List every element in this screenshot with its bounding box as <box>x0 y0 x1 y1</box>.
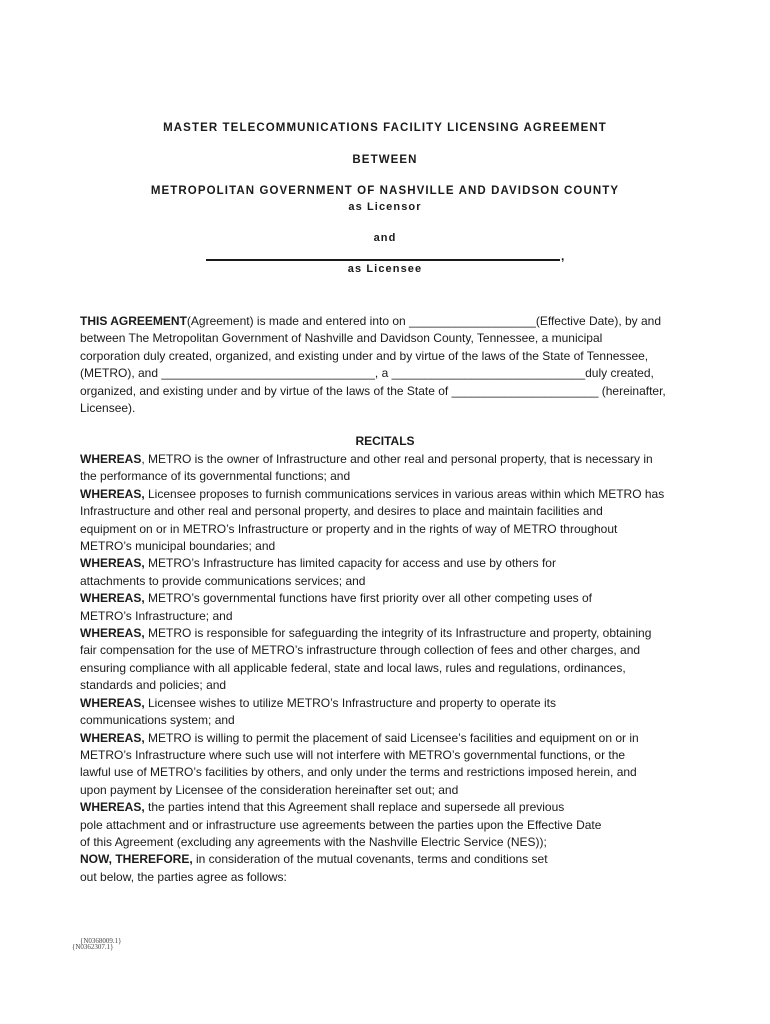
licensor-role: as Licensor <box>348 201 422 213</box>
recital-line: WHEREAS, Licensee proposes to furnish communications services in various areas within which METRO has <box>80 486 665 501</box>
recital-line: communications system; and <box>80 713 235 728</box>
and-label: and <box>373 232 397 244</box>
intro-line: Licensee). <box>80 401 136 416</box>
intro-line: (METRO), and ________________________________, a _____________________________duly created, <box>80 366 654 381</box>
licensee-role: as Licensee <box>347 263 423 275</box>
recital-line: equipment on or in METRO’s Infrastructure or property and in the rights of way of METRO throughout <box>80 521 618 536</box>
intro-paragraph <box>80 313 700 417</box>
footer-id-1: {N0368009.1} <box>80 937 122 945</box>
recital-line: of this Agreement (excluding any agreements with the Nashville Electric Service (NES)); <box>80 834 547 849</box>
recital-line: fair compensation for the use of METRO’s infrastructure through collection of fees and other charges, and <box>80 643 641 658</box>
recital-line: WHEREAS, METRO’s governmental functions have first priority over all other competing uses of <box>80 591 592 606</box>
recital-line: NOW, THEREFORE, in consideration of the mutual covenants, terms and conditions set <box>80 852 548 867</box>
recital-lead: NOW, THEREFORE, <box>80 852 193 867</box>
recital-line: METRO’s Infrastructure; and <box>80 608 233 623</box>
recital-line: WHEREAS, Licensee wishes to utilize METRO’s Infrastructure and property to operate its <box>80 695 556 710</box>
recital-line: the performance of its governmental functions; and <box>80 469 351 484</box>
recital-line: WHEREAS, METRO’s Infrastructure has limited capacity for access and use by others for <box>80 556 556 571</box>
recital-line: WHEREAS, METRO is the owner of Infrastructure and other real and personal property, that is necessary in <box>80 452 653 466</box>
recital-lead: WHEREAS, <box>80 695 145 710</box>
recital-lead: WHEREAS, <box>80 486 145 501</box>
document-title: MASTER TELECOMMUNICATIONS FACILITY LICENSING AGREEMENT <box>163 122 607 134</box>
intro-line: organized, and existing under and by virtue of the laws of the State of ______________________ (hereinafter, <box>80 383 666 398</box>
recital-lead: WHEREAS, <box>80 591 145 606</box>
recital-lead: WHEREAS, <box>80 626 145 641</box>
recital-line: upon payment by Licensee of the consideration hereinafter set out; and <box>80 782 459 797</box>
recital-line: lawful use of METRO’s facilities by others, and only under the terms and restrictions imposed herein, and <box>80 765 637 780</box>
recital-line: WHEREAS, METRO is responsible for safeguarding the integrity of its Infrastructure and property, obtaining <box>80 626 652 641</box>
recital-line: WHEREAS, METRO is willing to permit the placement of said Licensee’s facilities and equipment on or in <box>80 730 639 745</box>
between-label: BETWEEN <box>352 154 418 166</box>
document-footer-ids <box>72 938 122 950</box>
recital-lead: WHEREAS, <box>80 730 145 745</box>
footer-id-2: {N0362307.1} <box>72 943 114 951</box>
licensor-name: METROPOLITAN GOVERNMENT OF NASHVILLE AND DAVIDSON COUNTY <box>150 185 620 197</box>
recital-line: WHEREAS, the parties intend that this Agreement shall replace and supersede all previous <box>80 800 565 815</box>
recitals-body <box>80 451 700 886</box>
intro-line: THIS AGREEMENT(Agreement) is made and entered into on ___________________(Effective Date), by and <box>80 314 662 328</box>
recital-line: out below, the parties agree as follows: <box>80 869 287 884</box>
recital-lead: WHEREAS, <box>80 556 145 571</box>
intro-line: between The Metropolitan Government of Nashville and Davidson County, Tennessee, a municipal <box>80 331 603 346</box>
recital-line: standards and policies; and <box>80 678 227 693</box>
signature-comma: , <box>561 249 565 263</box>
licensee-signature-line <box>206 259 560 261</box>
recitals-heading: RECITALS <box>355 434 415 448</box>
recital-line: METRO’s Infrastructure where such use will not interfere with METRO’s governmental functions, or the <box>80 747 626 762</box>
intro-lead: THIS AGREEMENT <box>80 314 187 328</box>
intro-line: corporation duly created, organized, and existing under and by virtue of the laws of the State of Tennessee, <box>80 348 649 363</box>
recital-lead: WHEREAS, <box>80 800 145 815</box>
recital-line: attachments to provide communications services; and <box>80 573 366 588</box>
recital-line: ensuring compliance with all applicable federal, state and local laws, rules and regulations, ordinances, <box>80 660 626 675</box>
recital-line: Infrastructure and other real and personal property, and desires to place and maintain facilities and <box>80 504 603 519</box>
recital-line: METRO’s municipal boundaries; and <box>80 539 276 554</box>
recital-line: pole attachment and or infrastructure use agreements between the parties upon the Effective Date <box>80 817 602 832</box>
recital-lead: WHEREAS <box>80 452 142 466</box>
